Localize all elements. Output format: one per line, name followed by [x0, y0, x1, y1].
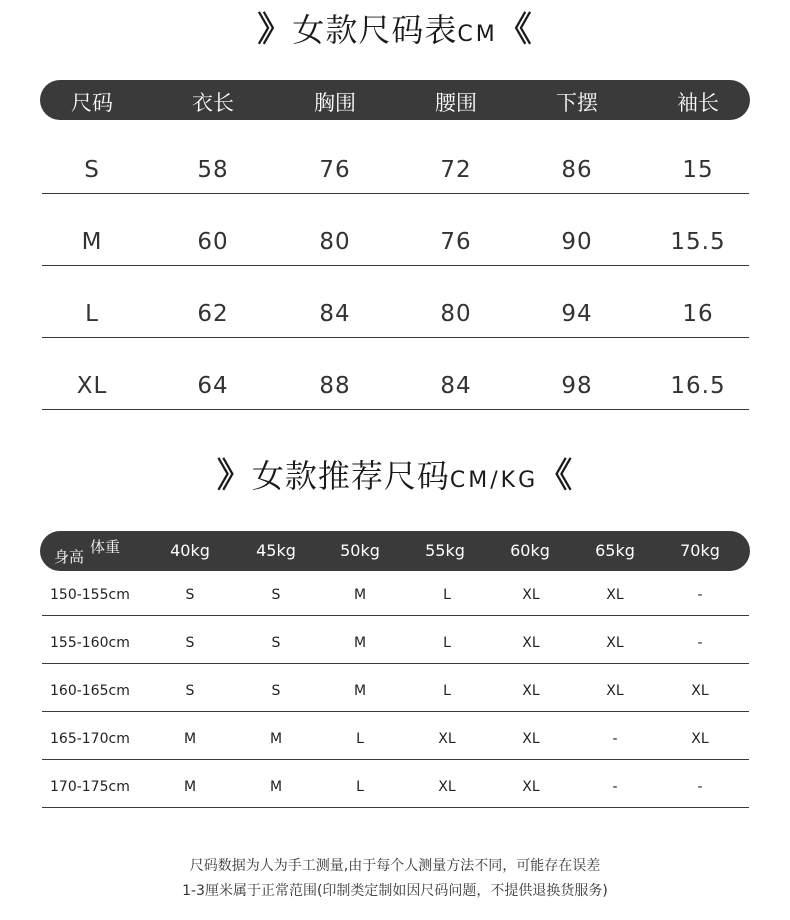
waist-cell: 84	[440, 373, 472, 399]
size-cell: S	[185, 635, 195, 651]
size-cell: L	[443, 683, 451, 699]
length-cell: 58	[197, 157, 229, 183]
size-cell: XL	[606, 587, 624, 603]
size-row	[42, 193, 749, 266]
title-unit: CM	[457, 22, 498, 47]
waist-cell: 76	[440, 229, 472, 255]
height-weight-corner	[54, 531, 144, 571]
size-cell: XL	[522, 779, 540, 795]
bust-cell: 76	[319, 157, 351, 183]
size-cell: -	[612, 731, 618, 747]
size-chart-header	[40, 80, 750, 120]
recommendation-header	[40, 531, 750, 571]
size-cell: S	[271, 587, 281, 603]
measurement-note: 尺码数据为人为手工测量,由于每个人测量方法不同，可能存在误差	[189, 858, 601, 874]
weight-header: 70kg	[680, 541, 720, 560]
size-cell: XL	[522, 683, 540, 699]
size-cell: M	[183, 731, 197, 747]
size-cell: -	[612, 779, 618, 795]
weight-header: 40kg	[170, 541, 210, 560]
size-cell: S	[185, 683, 195, 699]
header-bust: 胸围	[314, 91, 356, 115]
size-cell: L	[443, 587, 451, 603]
height-label: 身高	[54, 548, 85, 566]
size-row	[42, 265, 749, 338]
hem-cell: 94	[561, 301, 593, 327]
size-cell: XL	[691, 731, 709, 747]
sleeve-cell: 16	[682, 301, 714, 327]
title-unit: CM/KG	[449, 468, 539, 493]
sleeve-cell: 15.5	[670, 229, 726, 255]
bust-cell: 88	[319, 373, 351, 399]
size-cell: XL	[438, 731, 456, 747]
height-cell: 170-175cm	[50, 779, 130, 795]
title-bracket-left: 》	[216, 456, 252, 496]
header-length: 衣长	[192, 91, 234, 115]
size-row	[42, 337, 749, 410]
hem-cell: 90	[561, 229, 593, 255]
length-cell: 64	[197, 373, 229, 399]
size-cell: -	[697, 635, 703, 651]
weight-header: 60kg	[510, 541, 550, 560]
size-cell: S	[271, 683, 281, 699]
size-cell: XL	[522, 731, 540, 747]
weight-header: 55kg	[425, 541, 465, 560]
sleeve-cell: 15	[682, 157, 714, 183]
size-cell: S	[185, 587, 195, 603]
title-bracket-right: 《	[538, 456, 574, 496]
bust-cell: 84	[319, 301, 351, 327]
tolerance-note: 1-3厘米属于正常范围(印制类定制如因尺码问题，不提供退换货服务)	[182, 883, 608, 899]
size-cell: M	[81, 229, 103, 255]
recommendation-row	[42, 664, 749, 712]
title-text: 女款推荐尺码	[251, 457, 450, 495]
size-cell: -	[697, 587, 703, 603]
weight-header: 50kg	[340, 541, 380, 560]
length-cell: 62	[197, 301, 229, 327]
size-cell: M	[353, 683, 367, 699]
title-text: 女款尺码表	[292, 11, 458, 49]
size-cell: M	[183, 779, 197, 795]
title-bracket-left: 》	[257, 10, 293, 50]
size-cell: S	[271, 635, 281, 651]
size-cell: L	[356, 731, 364, 747]
height-cell: 165-170cm	[50, 731, 130, 747]
size-cell: XL	[522, 635, 540, 651]
bust-cell: 80	[319, 229, 351, 255]
size-cell: S	[84, 157, 100, 183]
size-cell: XL	[76, 373, 108, 399]
size-cell: XL	[522, 587, 540, 603]
size-cell: XL	[606, 683, 624, 699]
size-row	[42, 121, 749, 194]
size-cell: L	[85, 301, 99, 327]
recommendation-row	[42, 616, 749, 664]
height-cell: 150-155cm	[50, 587, 130, 603]
weight-header: 45kg	[256, 541, 296, 560]
header-sleeve: 袖长	[677, 91, 719, 115]
waist-cell: 72	[440, 157, 472, 183]
header-size: 尺码	[71, 91, 113, 115]
header-hem: 下摆	[556, 91, 598, 115]
height-cell: 155-160cm	[50, 635, 130, 651]
weight-label: 体重	[90, 538, 121, 556]
recommendation-row	[42, 760, 749, 808]
weight-header: 65kg	[595, 541, 635, 560]
size-cell: M	[353, 587, 367, 603]
sleeve-cell: 16.5	[670, 373, 726, 399]
recommendation-row	[42, 568, 749, 616]
size-cell: XL	[691, 683, 709, 699]
header-waist: 腰围	[435, 91, 477, 115]
size-cell: XL	[606, 635, 624, 651]
recommendation-row	[42, 712, 749, 760]
size-cell: M	[269, 731, 283, 747]
length-cell: 60	[197, 229, 229, 255]
hem-cell: 98	[561, 373, 593, 399]
size-cell: XL	[438, 779, 456, 795]
size-cell: L	[443, 635, 451, 651]
size-cell: -	[697, 779, 703, 795]
size-cell: M	[353, 635, 367, 651]
waist-cell: 80	[440, 301, 472, 327]
size-cell: L	[356, 779, 364, 795]
recommendation-title	[0, 448, 790, 497]
title-bracket-right: 《	[497, 10, 533, 50]
hem-cell: 86	[561, 157, 593, 183]
height-cell: 160-165cm	[50, 683, 130, 699]
size-chart-title	[0, 2, 790, 51]
size-cell: M	[269, 779, 283, 795]
